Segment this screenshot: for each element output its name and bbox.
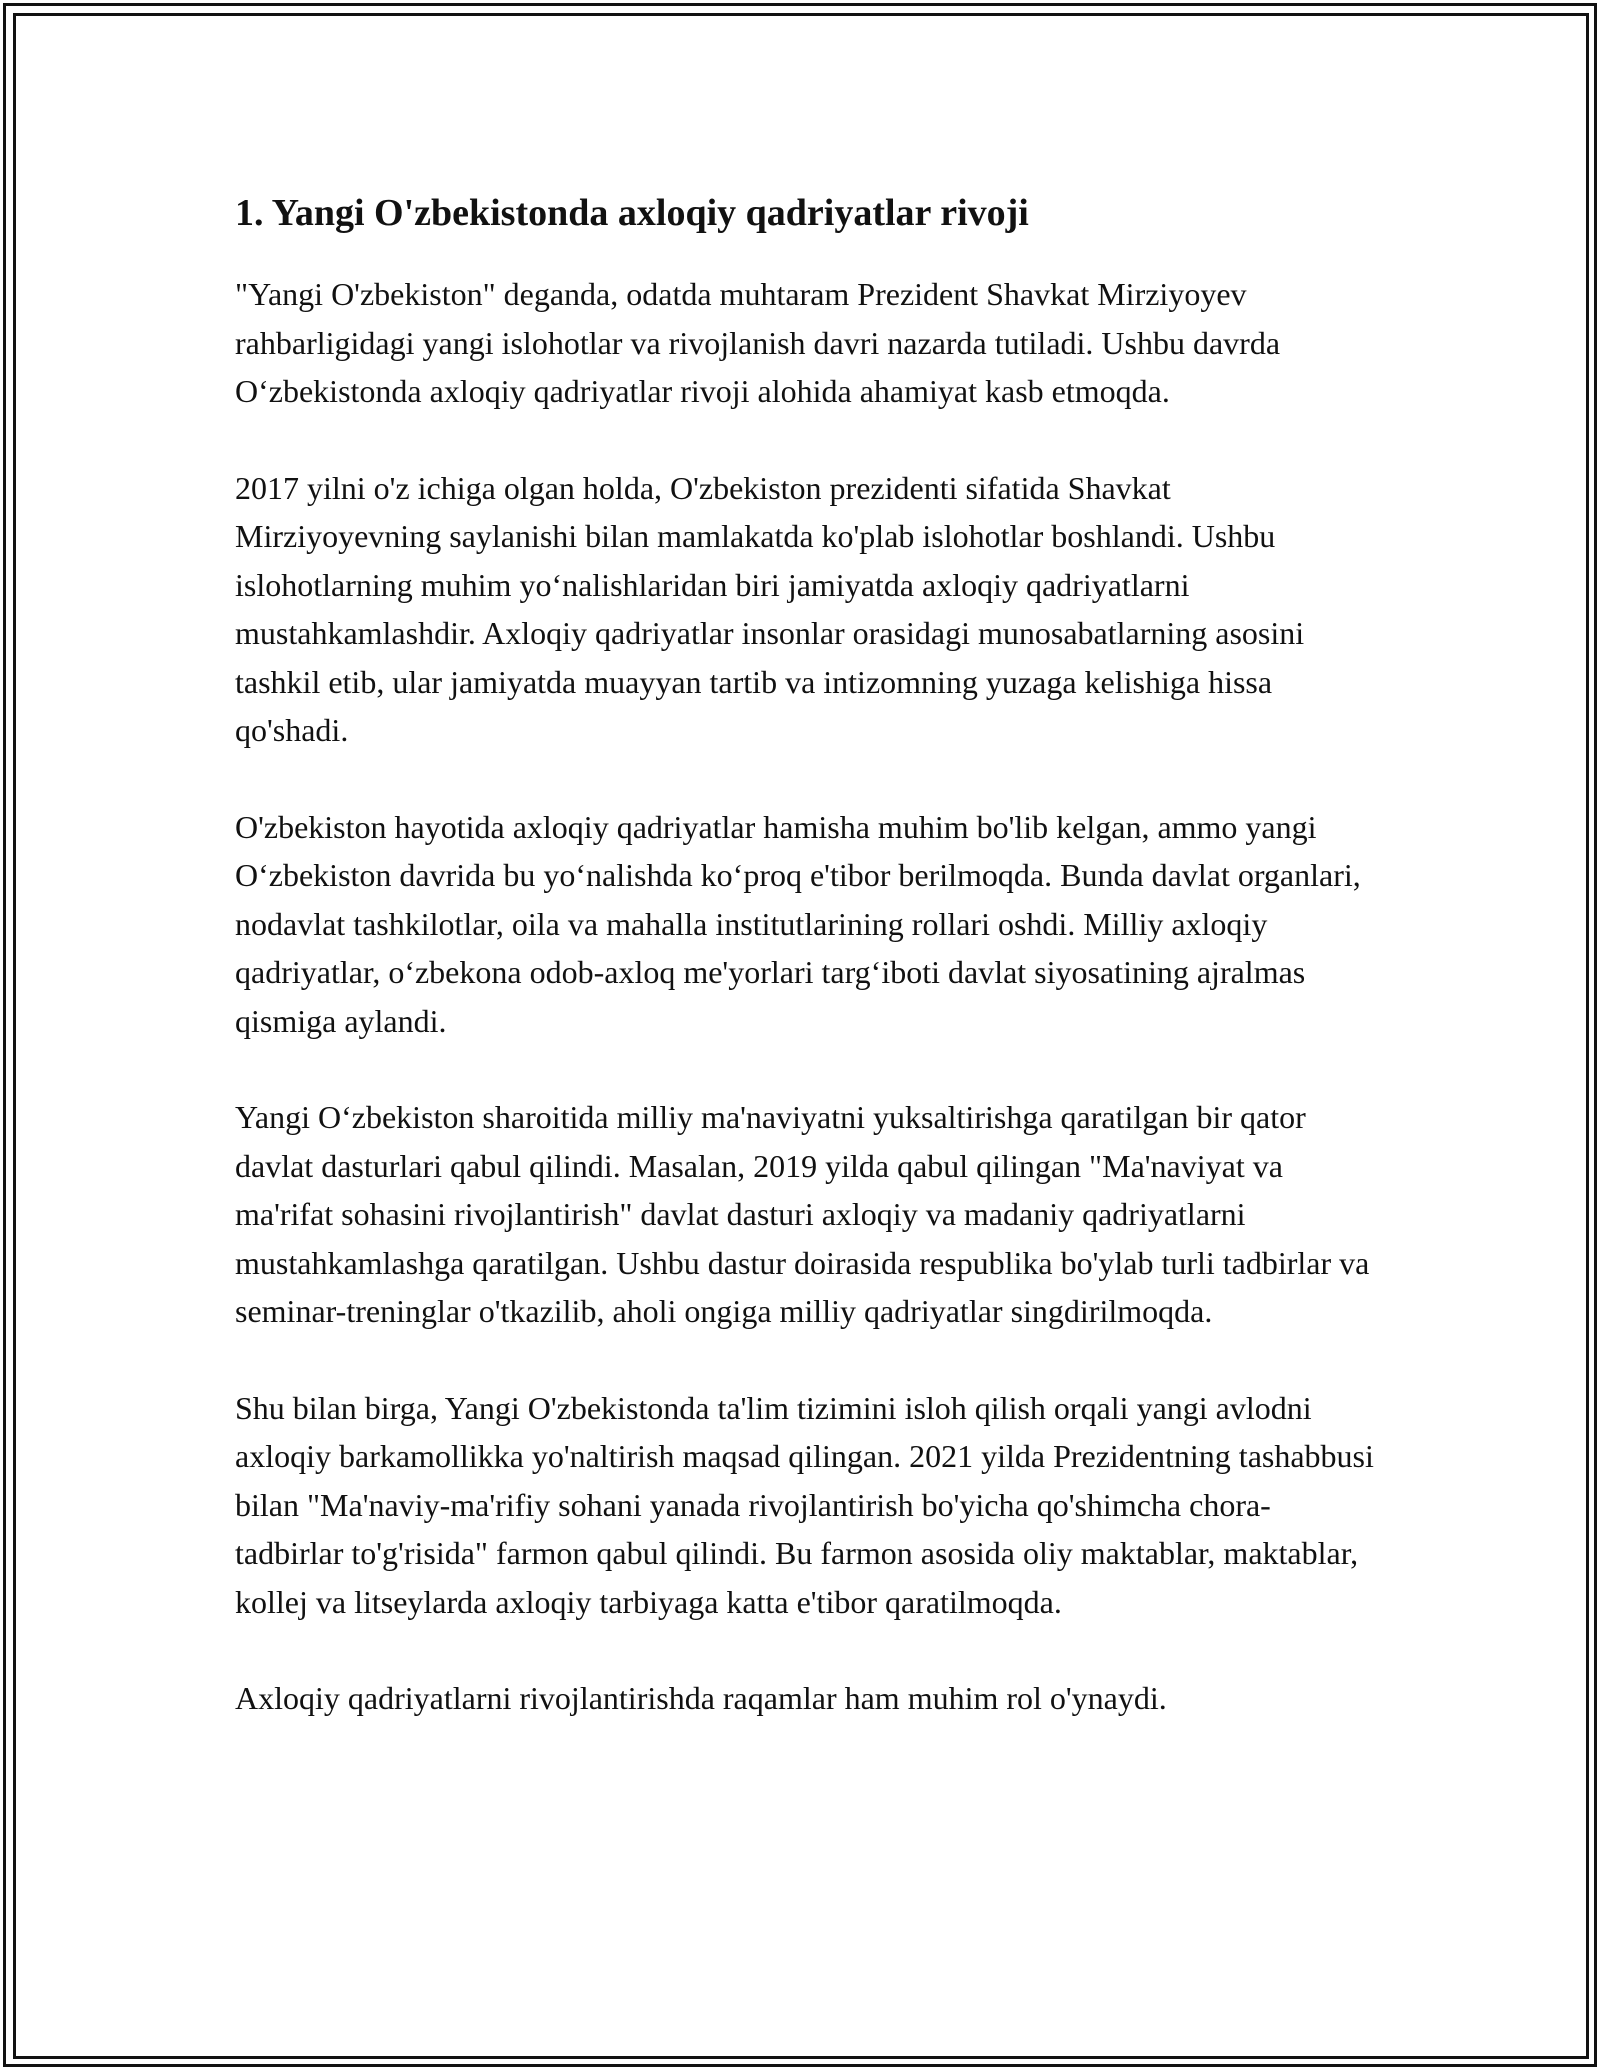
- paragraph-6: Axloqiy qadriyatlarni rivojlantirishda raqamlar ham muhim rol o'ynaydi.: [235, 1680, 1167, 1716]
- paragraph-2: 2017 yilni o'z ichiga olgan holda, O'zbekiston prezidenti sifatida Shavkat Mirziyoyevning saylanishi bilan mamlakatda ko'plab islohotlar boshlandi. Ushbu islohotlarning muhim yo‘nalishlaridan biri jamiyatda axloqiy qadriyatlarni mustahkamlashdir. Axloqiy qadriyatlar insonlar orasidagi munosabatlarning asosini tashkil etib, ular jamiyatda muayyan tartib va intizomning yuzaga kelishiga hissa qo'shadi.: [235, 469, 1305, 748]
- paragraph-5: Shu bilan birga, Yangi O'zbekistonda ta'lim tizimini isloh qilish orqali yangi avlodni axloqiy barkamollikka yo'naltirish maqsad qilingan. 2021 yilda Prezidentning tashabbusi bilan "Ma'naviy-ma'rifiy sohani yanada rivojlantirish bo'yicha qo'shimcha chora-tadbirlar to'g'risida" farmon qabul qilindi. Bu farmon asosida oliy maktablar, maktablar, kollej va litseylarda axloqiy tarbiyaga katta e'tibor qaratilmoqda.: [235, 1389, 1374, 1620]
- document-body: [235, 188, 1375, 1771]
- paragraph-3: O'zbekiston hayotida axloqiy qadriyatlar hamisha muhim bo'lib kelgan, ammo yangi O‘zbekiston davrida bu yo‘nalishda ko‘proq e'tibor berilmoqda. Bunda davlat organlari, nodavlat tashkilotlar, oila va mahalla institutlarining rollari oshdi. Milliy axloqiy qadriyatlar, o‘zbekona odob-axloq me'yorlari targ‘iboti davlat siyosatining ajralmas qismiga aylandi.: [235, 808, 1361, 1039]
- paragraph-4: Yangi O‘zbekiston sharoitida milliy ma'naviyatni yuksaltirishga qaratilgan bir qator davlat dasturlari qabul qilindi. Masalan, 2019 yilda qabul qilingan "Ma'naviyat va ma'rifat sohasini rivojlantirish" davlat dasturi axloqiy va madaniy qadriyatlarni mustahkamlashga qaratilgan. Ushbu dastur doirasida respublika bo'ylab turli tadbirlar va seminar-treninglar o'tkazilib, aholi ongiga milliy qadriyatlar singdirilmoqda.: [235, 1099, 1370, 1329]
- section-heading: 1. Yangi O'zbekistonda axloqiy qadriyatlar rivoji: [235, 192, 1029, 234]
- paragraph-1: "Yangi O'zbekiston" deganda, odatda muhtaram Prezident Shavkat Mirziyoyev rahbarligidagi yangi islohotlar va rivojlanish davri nazarda tutiladi. Ushbu davrda O‘zbekistonda axloqiy qadriyatlar rivoji alohida ahamiyat kasb etmoqda.: [235, 276, 1281, 409]
